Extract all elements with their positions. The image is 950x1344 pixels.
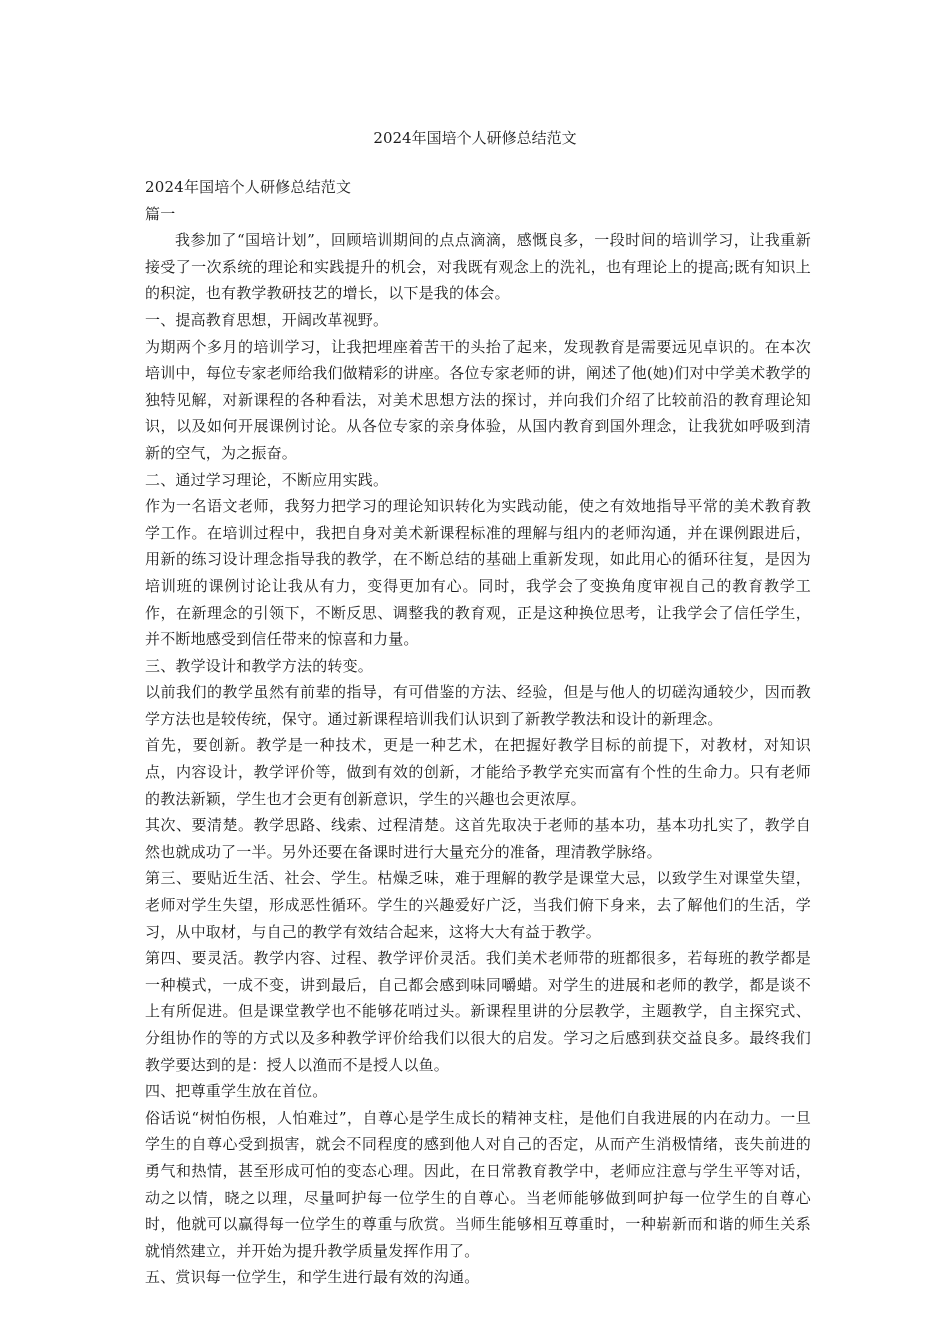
paragraph: 以前我们的教学虽然有前辈的指导，有可借鉴的方法、经验，但是与他人的切磋沟通较少，因而教学方法也是较传统，保守。通过新课程培训我们认识到了新教学教法和设计的新理念。 [145, 683, 811, 728]
section-heading: 一、提高教育思想，开阔改革视野。 [145, 310, 389, 329]
paragraph: 首先，要创新。教学是一种技术，更是一种艺术，在把握好教学目标的前提下，对教材，对知识点，内容设计，教学评价等，做到有效的创新，才能给予教学充实而富有个性的生命力。只有老师的教法新颖，学生也才会更有创新意识，学生的兴趣也会更浓厚。 [145, 736, 811, 808]
paragraph: 第四、要灵活。教学内容、过程、教学评价灵活。我们美术老师带的班都很多，若每班的教学都是一种模式，一成不变，讲到最后，自己都会感到味同嚼蜡。对学生的进展和老师的教学，都是谈不上有所促进。但是课堂教学也不能够花哨过头。新课程里讲的分层教学，主题教学，自主探究式、分组协作的等的方式以及多种教学评价给我们以很大的启发。学习之后感到获交益良多。最终我们教学要达到的是：授人以渔而不是授人以鱼。 [145, 949, 811, 1074]
document-subtitle: 2024年国培个人研修总结范文 [145, 178, 352, 196]
paragraph: 第三、要贴近生活、社会、学生。枯燥乏味，难于理解的教学是课堂大忌，以致学生对课堂失望，老师对学生失望，形成恶性循环。学生的兴趣爱好广泛，当我们俯下身来，去了解他们的生活，学习，从中取材，与自己的教学有效结合起来，这将大大有益于教学。 [145, 869, 811, 941]
section-label: 篇一 [145, 204, 176, 223]
paragraph: 其次、要清楚。教学思路、线索、过程清楚。这首先取决于老师的基本功，基本功扎实了，教学自然也就成功了一半。另外还要在备课时进行大量充分的准备，理清教学脉络。 [145, 816, 811, 861]
paragraph: 俗话说“树怕伤根，人怕难过”，自尊心是学生成长的精神支柱，是他们自我进展的内在动力。一旦学生的自尊心受到损害，就会不同程度的感到他人对自己的否定，从而产生消极情绪，丧失前进的勇气和热情，甚至形成可怕的变态心理。因此，在日常教育教学中，老师应注意与学生平等对话，动之以情，晓之以理，尽量呵护每一位学生的自尊心。当老师能够做到呵护每一位学生的自尊心时，他就可以赢得每一位学生的尊重与欣赏。当师生能够相互尊重时，一种崭新而和谐的师生关系就悄然建立，并开始为提升教学质量发挥作用了。 [145, 1108, 811, 1260]
section-heading: 五、赏识每一位学生，和学生进行最有效的沟通。 [145, 1268, 480, 1287]
section-heading: 二、通过学习理论，不断应用实践。 [145, 470, 389, 489]
section-heading: 四、把尊重学生放在首位。 [145, 1082, 328, 1101]
document-body [145, 174, 811, 1291]
paragraph: 为期两个多月的培训学习，让我把埋座着苦干的头抬了起来，发现教育是需要远见卓识的。在本次培训中，每位专家老师给我们做精彩的讲座。各位专家老师的讲，阐述了他(她)们对中学美术教学的独特见解，对新课程的各种看法，对美术思想方法的探讨，并向我们介绍了比较前沿的教育理论知识，以及如何开展课例讨论。从各位专家的亲身体验，从国内教育到国外理念，让我犹如呼吸到清新的空气，为之振奋。 [145, 337, 811, 462]
paragraph: 作为一名语文老师，我努力把学习的理论知识转化为实践动能，使之有效地指导平常的美术教育教学工作。在培训过程中，我把自身对美术新课程标准的理解与组内的老师沟通，并在课例跟进后，用新的练习设计理念指导我的教学，在不断总结的基础上重新发现，如此用心的循环往复，是因为培训班的课例讨论让我从有力，变得更加有心。同时，我学会了变换角度审视自己的教育教学工作，在新理念的引领下，不断反思、调整我的教育观，正是这种换位思考，让我学会了信任学生，并不断地感受到信任带来的惊喜和力量。 [145, 497, 811, 649]
section-heading: 三、教学设计和教学方法的转变。 [145, 656, 374, 675]
paragraph: 我参加了“国培计划”，回顾培训期间的点点滴滴，感慨良多，一段时间的培训学习，让我重新接受了一次系统的理论和实践提升的机会，对我既有观念上的洗礼，也有理论上的提高;既有知识上的积淀，也有教学教研技艺的增长，以下是我的体会。 [145, 231, 811, 303]
page-title: 2024年国培个人研修总结范文 [373, 129, 577, 147]
